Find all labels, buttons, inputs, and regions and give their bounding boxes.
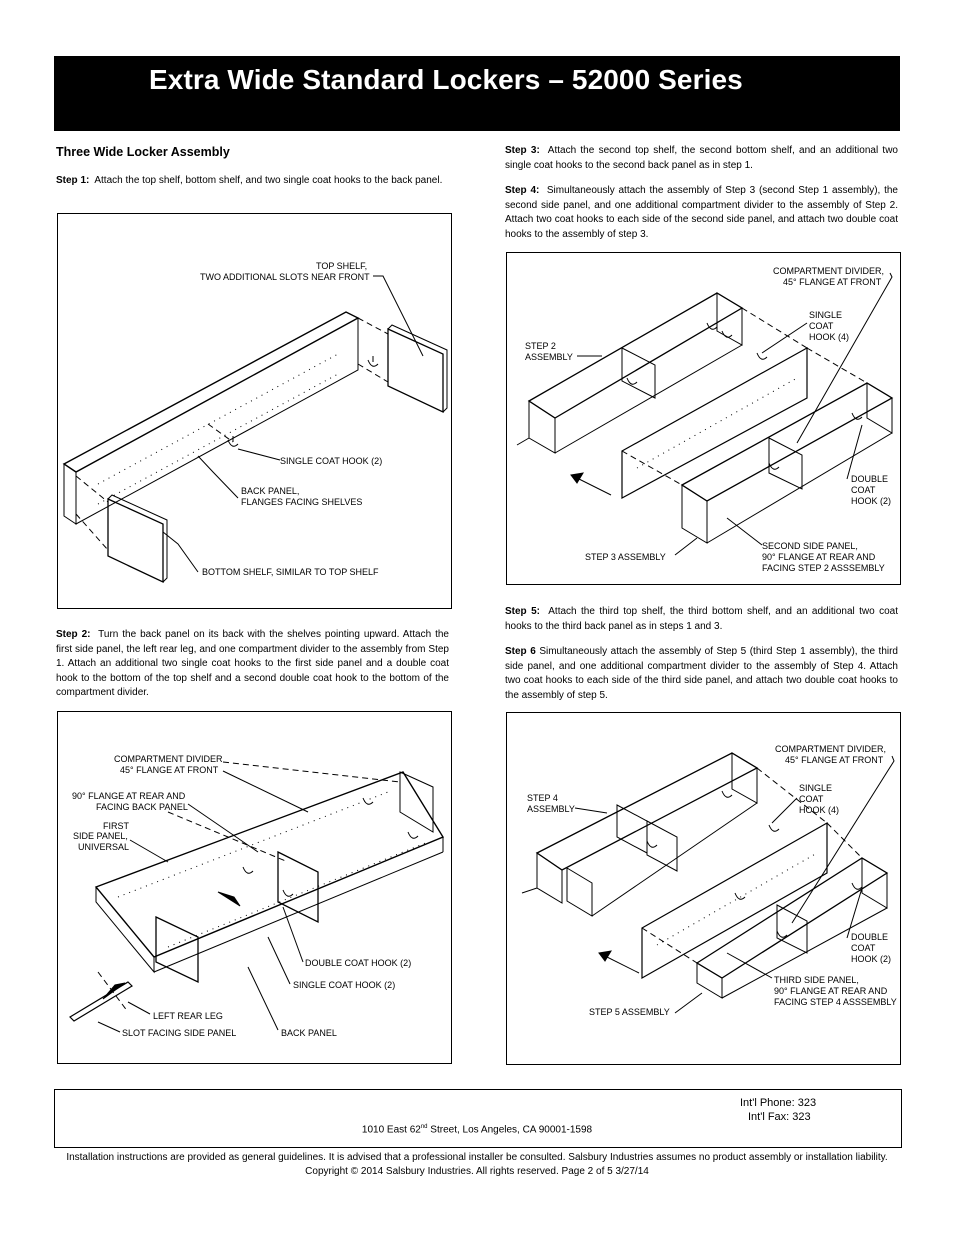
label-flange-1: 90° FLANGE AT REAR AND [72, 791, 186, 801]
step-4-body: Simultaneously attach the assembly of Step 3 (second Step 1 assembly), the second side panel, and one additional compartment divider to the assembly of Step 2. Attach two coat hooks to each side of the second side panel, and attach two double coat hooks to the assembly of step 3. [505, 185, 898, 240]
disclaimer-text: Installation instructions are provided as general guidelines. It is advised that a professional installer be consulted. Salsbury Industries assumes no product assembly or installation liability. [66, 1152, 888, 1163]
figure-step-6 [506, 712, 901, 1065]
label-back-panel-1: BACK PANEL, [241, 486, 300, 496]
label-side-1: FIRST [103, 821, 129, 831]
step-6-body: Simultaneously attach the assembly of Step 5 (third Step 1 assembly), the third side panel, and one additional compartment divider to the assembly of Step 4. Attach two coat hooks to each side of the third side panel, and attach two double coat hooks to the assembly of step 5. [505, 646, 898, 701]
step-2-label: Step 2: [56, 629, 91, 640]
label-single-hook: SINGLE COAT HOOK (2) [293, 980, 396, 990]
step-1-body: Attach the top shelf, bottom shelf, and two single coat hooks to the back panel. [94, 175, 443, 186]
label-double-2: COAT [851, 943, 876, 953]
label-side-1: SECOND SIDE PANEL, [762, 541, 858, 551]
label-side-3: FACING STEP 4 ASSSEMBLY [774, 997, 897, 1007]
figure-step-4 [506, 252, 901, 585]
label-single-3: HOOK (4) [799, 805, 840, 815]
label-step2-1: STEP 2 [525, 341, 556, 351]
step-2-body: Turn the back panel on its back with the shelves pointing upward. Attach the first side panel, the left rear leg, and one compartment divider to the assembly from Step 1. Attach an additional two single coat hooks to the first side panel and a double coat hook to the bottom of the top shelf and a second double coat hook to the bottom of the compartment divider. [56, 629, 449, 698]
label-divider-2: 45° FLANGE AT FRONT [120, 765, 219, 775]
page-title: Extra Wide Standard Lockers – 52000 Series [149, 64, 743, 95]
step-6-label: Step 6 [505, 646, 536, 657]
label-step3: STEP 3 ASSEMBLY [585, 552, 666, 562]
step-3-label: Step 3: [505, 145, 540, 156]
label-divider-2: 45° FLANGE AT FRONT [783, 277, 882, 287]
label-single-1: SINGLE [799, 783, 833, 793]
label-step4-2: ASSEMBLY [527, 804, 575, 814]
label-side-2: SIDE PANEL, [73, 831, 128, 841]
label-double-hook: DOUBLE COAT HOOK (2) [305, 958, 412, 968]
label-double-1: DOUBLE [851, 474, 889, 484]
label-side-3: FACING STEP 2 ASSSEMBLY [762, 563, 885, 573]
label-double-3: HOOK (2) [851, 954, 892, 964]
label-single-hook: SINGLE COAT HOOK (2) [280, 456, 383, 466]
step-1-text [56, 174, 449, 189]
label-single-2: COAT [799, 794, 824, 804]
label-double-3: HOOK (2) [851, 496, 892, 506]
label-single-2: COAT [809, 321, 834, 331]
label-left-rear-leg: LEFT REAR LEG [153, 1011, 223, 1021]
step-1-label: Step 1: [56, 175, 90, 186]
step-1-diagram [58, 214, 451, 608]
label-step2-2: ASSEMBLY [525, 352, 573, 362]
contact-phone-block [740, 1096, 816, 1124]
figure-step-1 [57, 213, 452, 609]
label-divider-1: COMPARTMENT DIVIDER, [775, 744, 887, 754]
label-single-3: HOOK (4) [809, 332, 850, 342]
copyright-text: Copyright © 2014 Salsbury Industries. All rights reserved. Page 2 of 5 3/27/14 [305, 1166, 649, 1177]
label-divider-1: COMPARTMENT DIVIDER [114, 754, 223, 764]
label-double-1: DOUBLE [851, 932, 889, 942]
label-top-shelf-1: TOP SHELF, [316, 261, 368, 271]
label-step5: STEP 5 ASSEMBLY [589, 1007, 670, 1017]
disclaimer-block [0, 1151, 954, 1179]
label-top-shelf-2: TWO ADDITIONAL SLOTS NEAR FRONT [200, 272, 370, 282]
label-double-2: COAT [851, 485, 876, 495]
step-4-text [505, 184, 898, 242]
address [0, 1124, 954, 1135]
address-pre: 1010 East 62 [361, 1124, 421, 1136]
section-title: Three Wide Locker Assembly [56, 145, 230, 159]
step-5-body: Attach the third top shelf, the third bottom shelf, and an additional two coat hooks to the third back panel as in steps 1 and 3. [505, 606, 899, 632]
step-6-text [505, 645, 898, 703]
address-sup: nd [420, 1124, 428, 1130]
label-slot: SLOT FACING SIDE PANEL [122, 1028, 237, 1038]
figure-step-2 [57, 711, 452, 1064]
label-flange-2: FACING BACK PANEL [96, 802, 188, 812]
step-2-diagram [58, 712, 451, 1063]
label-side-3: UNIVERSAL [78, 842, 130, 852]
step-3-text [505, 144, 898, 173]
label-step4-1: STEP 4 [527, 793, 558, 803]
step-4-diagram [507, 253, 900, 584]
step-2-text [56, 628, 449, 701]
label-bottom-shelf: BOTTOM SHELF, SIMILAR TO TOP SHELF [202, 567, 379, 577]
step-3-body: Attach the second top shelf, the second bottom shelf, and an additional two single coat hooks to the second back panel as in step 1. [505, 145, 898, 171]
label-divider-2: 45° FLANGE AT FRONT [785, 755, 884, 765]
label-side-1: THIRD SIDE PANEL, [774, 975, 859, 985]
label-back-panel-2: FLANGES FACING SHELVES [241, 497, 363, 507]
label-side-2: 90° FLANGE AT REAR AND [762, 552, 876, 562]
title-banner [54, 56, 900, 131]
label-divider-1: COMPARTMENT DIVIDER, [773, 266, 885, 276]
step-6-diagram [507, 713, 900, 1064]
step-5-label: Step 5: [505, 606, 540, 617]
phone-text: Int'l Phone: 323 [740, 1097, 817, 1109]
label-side-2: 90° FLANGE AT REAR AND [774, 986, 888, 996]
step-5-text [505, 605, 898, 634]
address-post: Street, Los Angeles, CA 90001-1598 [427, 1124, 593, 1136]
fax-text: Int'l Fax: 323 [748, 1111, 811, 1123]
step-4-label: Step 4: [505, 185, 540, 196]
label-back-panel: BACK PANEL [281, 1028, 337, 1038]
label-single-1: SINGLE [809, 310, 843, 320]
